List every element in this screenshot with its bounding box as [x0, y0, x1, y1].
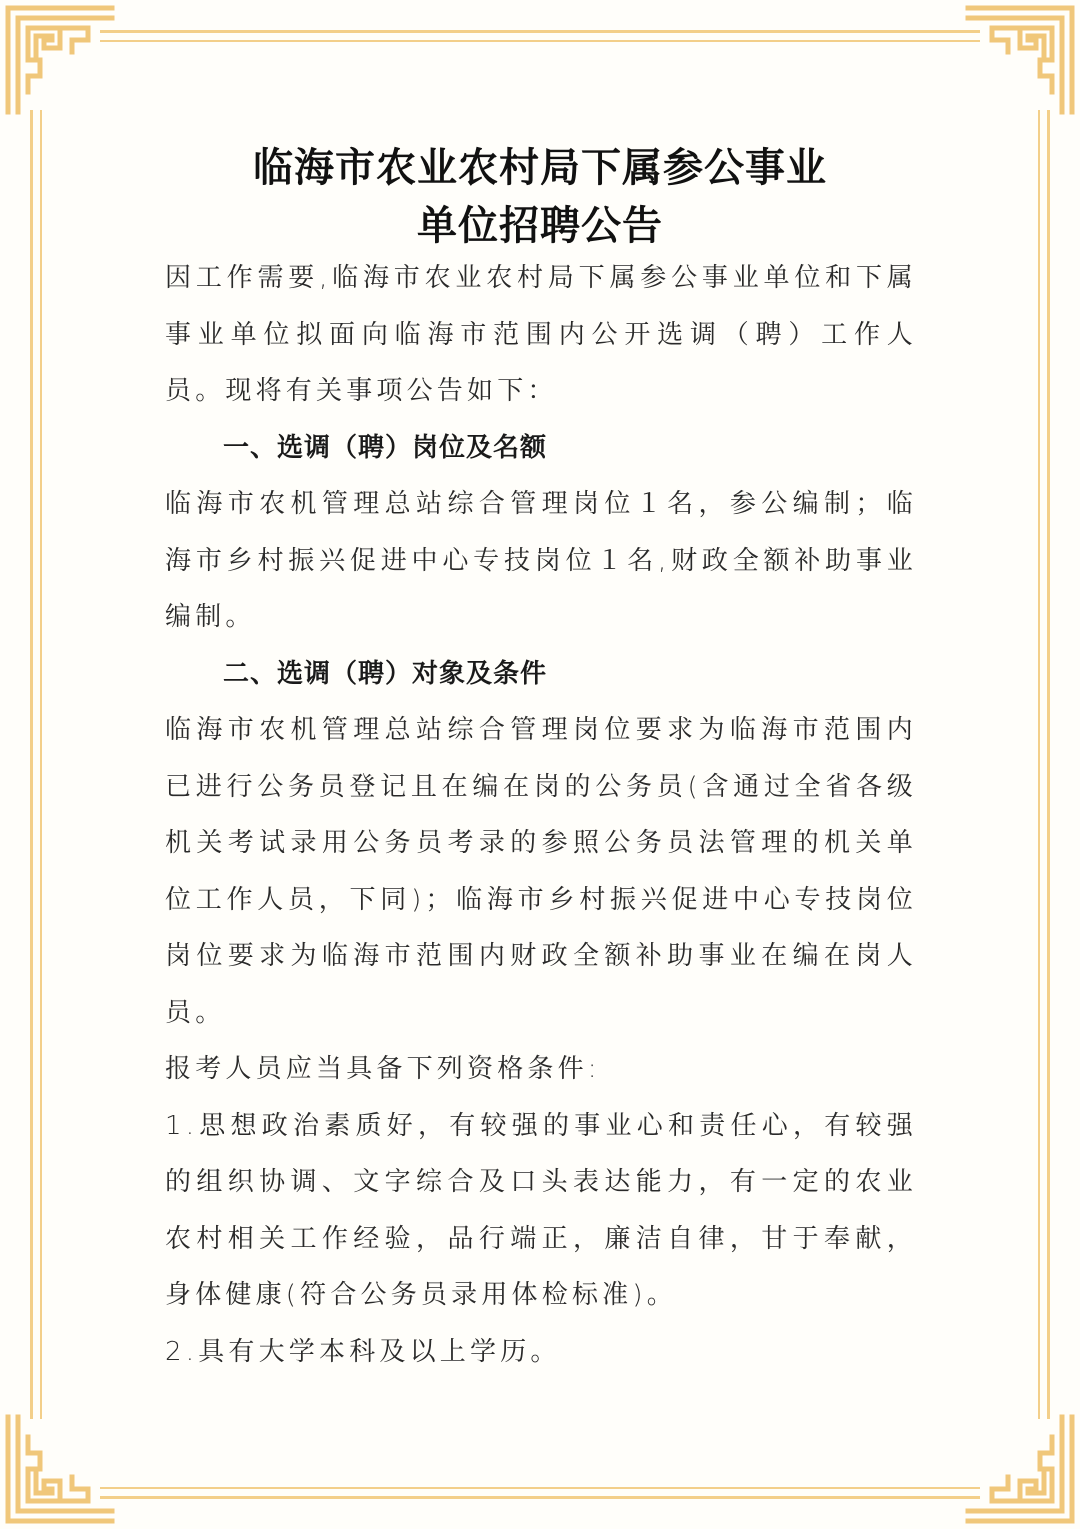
border-left-outer: [30, 110, 33, 1419]
requirement-item-2: 2.具有大学本科及以上学历。: [165, 1336, 561, 1367]
corner-ornament-bottom-right: [960, 1409, 1080, 1529]
corner-ornament-top-right: [960, 0, 1080, 120]
corner-ornament-bottom-left: [0, 1409, 120, 1529]
border-right-outer: [1047, 110, 1050, 1419]
border-right-inner: [1038, 110, 1040, 1419]
border-top-inner: [100, 40, 980, 42]
section-2-body: 临海市农机管理总站综合管理岗位要求为临海市范围内已进行公务员登记且在编在岗的公务员(含通过全省各级机关考试录用公务员考录的参照公务员法管理的机关单位工作人员，下同)；临海市乡村振兴促进中心专技岗位岗位要求为临海市范围内财政全额补助事业在编在岗人员。: [165, 715, 917, 1028]
corner-ornament-top-left: [0, 0, 120, 120]
border-bottom-inner: [100, 1487, 980, 1489]
requirement-item-1: 1.思想政治素质好，有较强的事业心和责任心，有较强的组织协调、文字综合及口头表达能力，有一定的农业农村相关工作经验，品行端正，廉洁自律，甘于奉献，身体健康(符合公务员录用体检标准)。: [165, 1110, 917, 1310]
border-top-outer: [100, 30, 980, 33]
page-title-line-2: 单位招聘公告: [417, 202, 663, 249]
intro-paragraph: 因工作需要,临海市农业农村局下属参公事业单位和下属事业单位拟面向临海市范围内公开选调（聘）工作人员。现将有关事项公告如下：: [165, 263, 917, 406]
section-2-heading: 二、选调（聘）对象及条件: [223, 658, 548, 689]
page-title-line-1: 临海市农业农村局下属参公事业: [253, 144, 827, 191]
border-left-inner: [40, 110, 42, 1419]
section-1-body: 临海市农机管理总站综合管理岗位１名，参公编制；临海市乡村振兴促进中心专技岗位１名,财政全额补助事业编制。: [165, 489, 917, 632]
border-bottom-outer: [100, 1496, 980, 1499]
requirements-intro: 报考人员应当具备下列资格条件:: [165, 1054, 601, 1084]
announcement-body: [165, 250, 917, 1380]
section-1-heading: 一、选调（聘）岗位及名额: [223, 432, 548, 463]
